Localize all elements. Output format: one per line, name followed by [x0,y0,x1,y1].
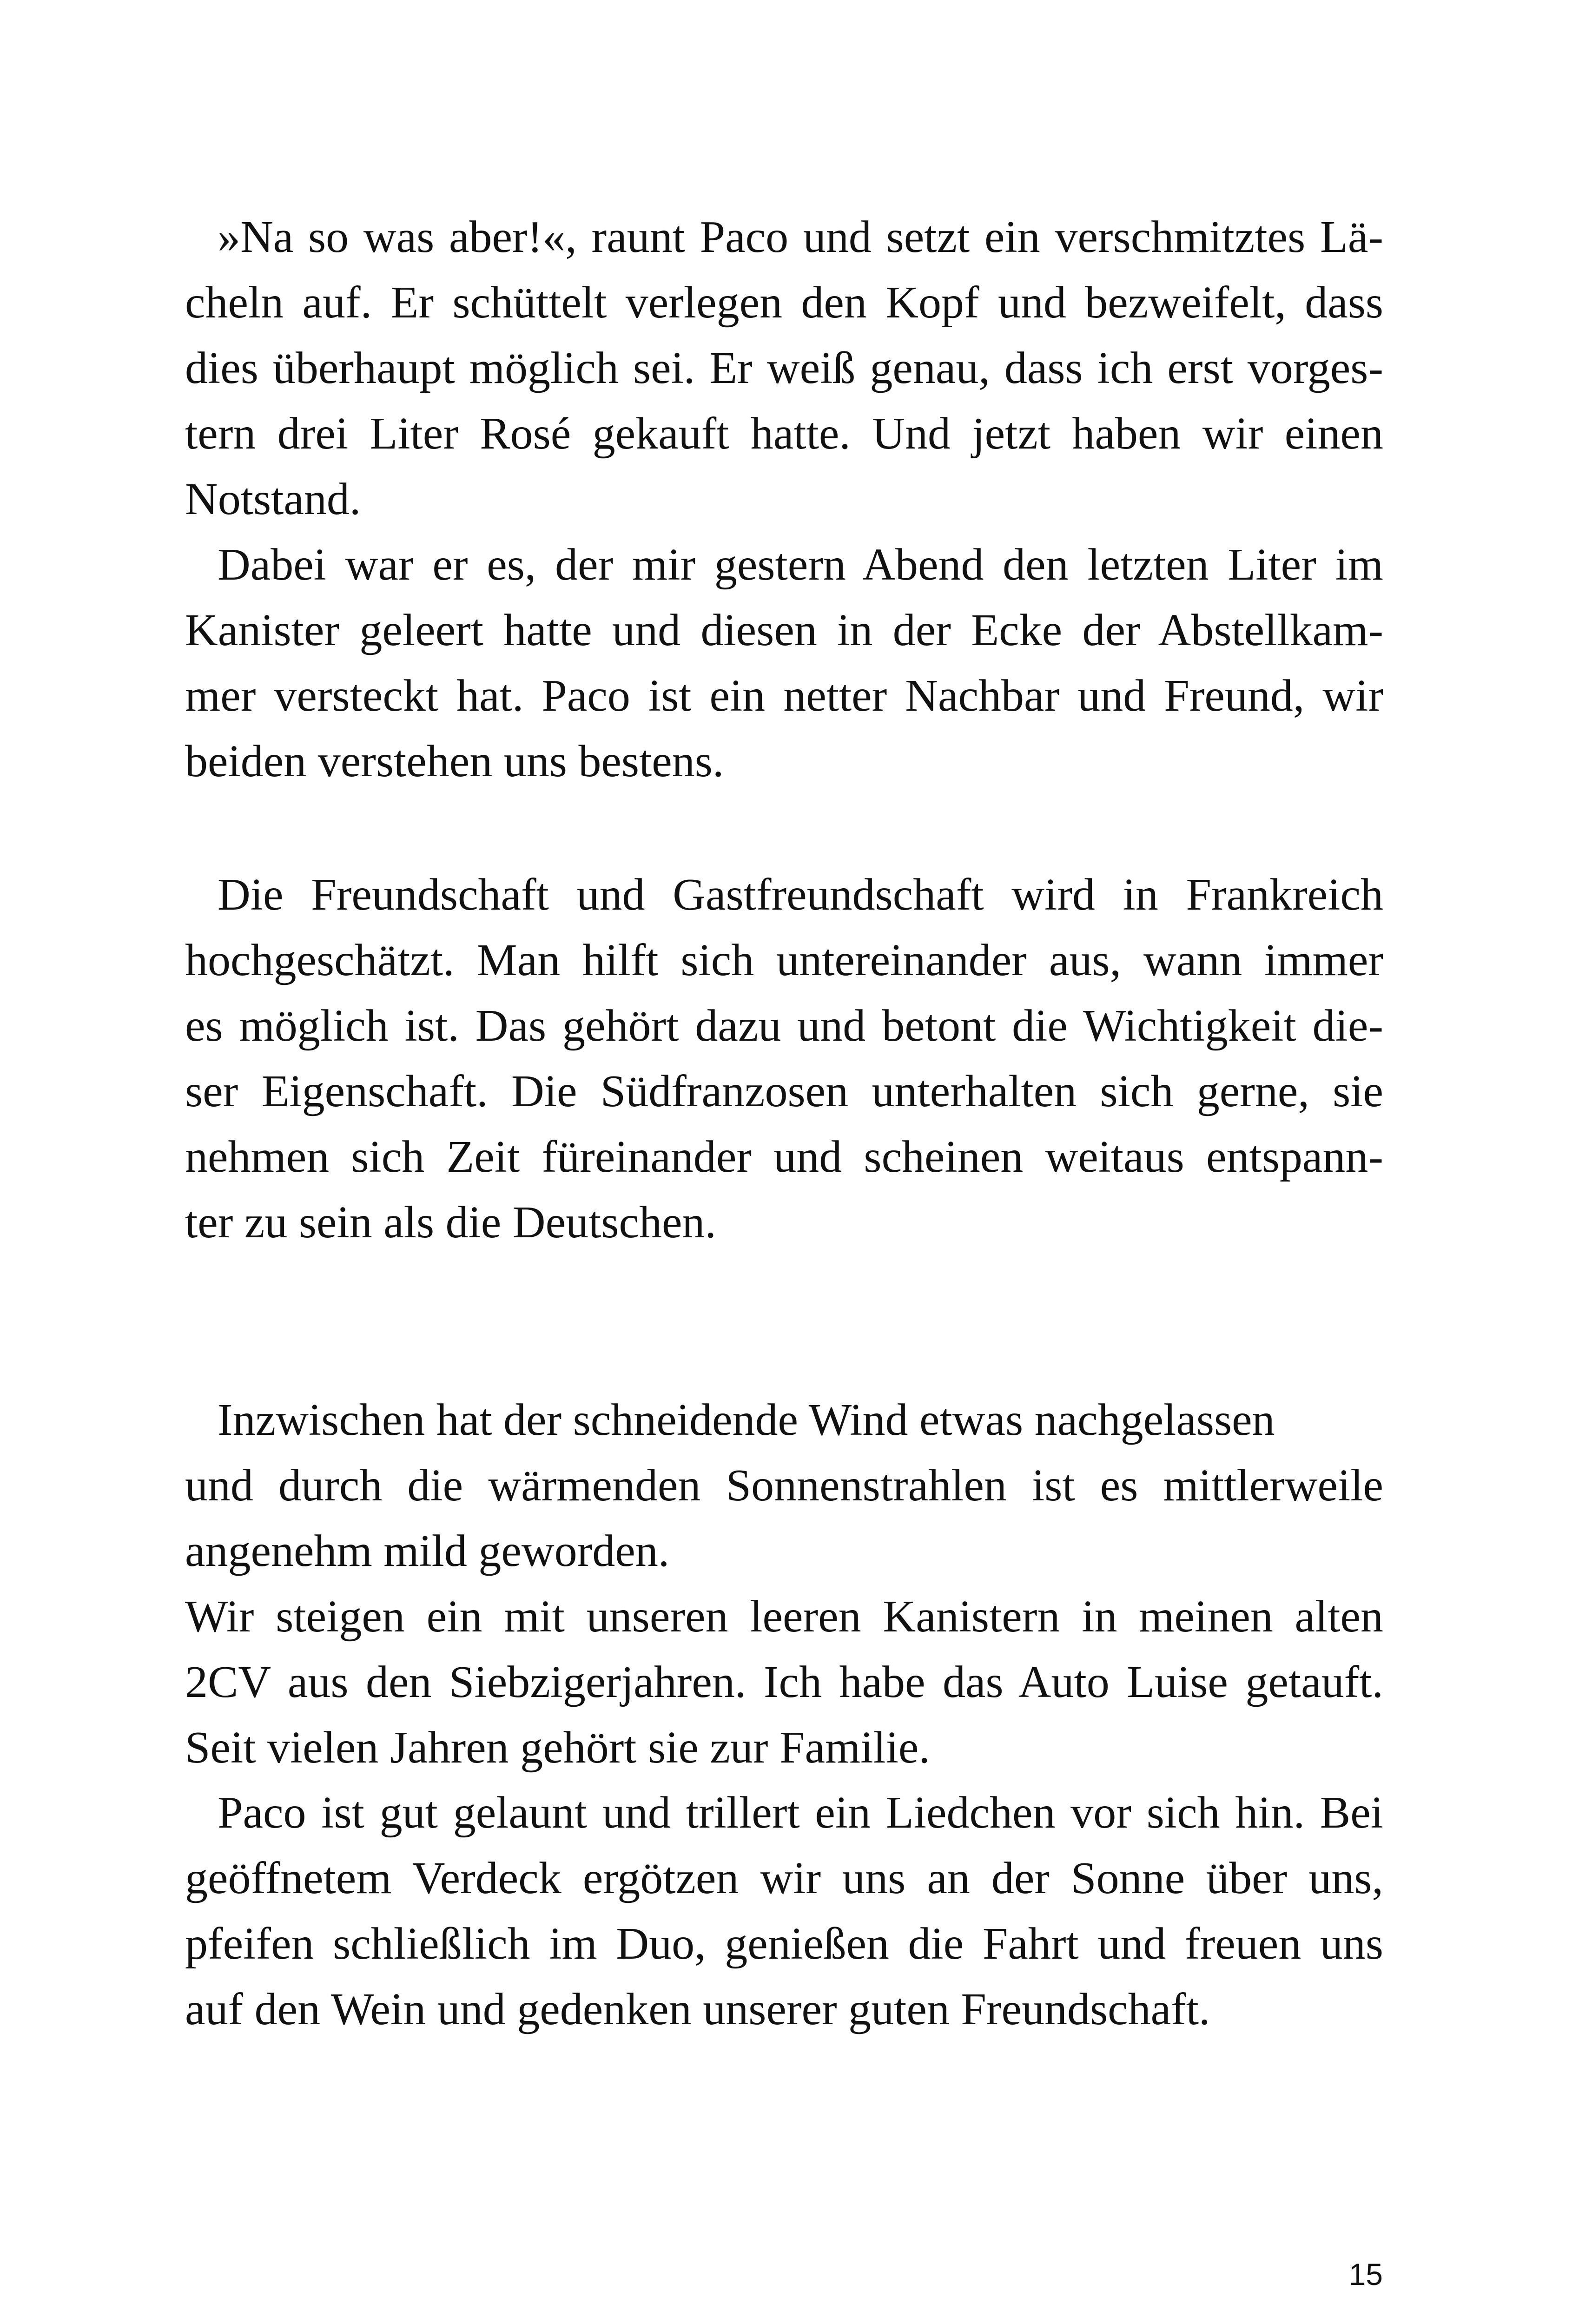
page-number: 15 [1348,2257,1383,2291]
text-line: auf den Wein und gedenken unserer guten Freundschaft. [185,1984,1210,2034]
paragraph-5 [185,1584,1383,1781]
text-line: Dabei war er es, der mir gestern Abend den letzten Liter im [218,540,1383,590]
text-line: 2CV aus den Siebzigerjahren. Ich habe das Auto Luise getauft. [185,1657,1383,1707]
text-line: cheln auf. Er schüttelt verlegen den Kopf und bezweifelt, dass [185,277,1383,328]
text-line: dies überhaupt möglich sei. Er weiß genau, dass ich erst vorges- [185,343,1383,393]
text-line: geöffnetem Verdeck ergötzen wir uns an der Sonne über uns, [185,1853,1383,1903]
text-line: Wir steigen ein mit unseren leeren Kanistern in meinen alten [185,1591,1383,1642]
text-line: und durch die wärmenden Sonnenstrahlen ist es mittlerweile [185,1460,1383,1511]
paragraph-3 [185,862,1383,1255]
text-line: pfeifen schließlich im Duo, genießen die Fahrt und freuen uns [185,1919,1383,1969]
paragraph-2 [185,532,1383,794]
paragraph-4 [185,1387,1383,1584]
text-line: Seit vielen Jahren gehört sie zur Familie. [185,1723,930,1773]
text-line: hochgeschätzt. Man hilft sich untereinander aus, wann immer [185,935,1383,985]
paragraph-6 [185,1780,1383,2042]
text-line: tern drei Liter Rosé gekauft hatte. Und jetzt haben wir einen [185,409,1383,459]
text-line: Paco ist gut gelaunt und trillert ein Liedchen vor sich hin. Bei [218,1788,1383,1838]
text-line: es möglich ist. Das gehört dazu und betont die Wichtigkeit die- [185,1001,1383,1051]
text-line: Notstand. [185,474,361,524]
text-line: nehmen sich Zeit füreinander und scheinen weitaus entspann- [185,1132,1383,1182]
text-line: Die Freundschaft und Gastfreundschaft wird in Frankreich [218,870,1383,920]
text-line: ser Eigenschaft. Die Südfranzosen unterhalten sich gerne, sie [185,1066,1383,1116]
text-line: »Na so was aber!«, raunt Paco und setzt ein verschmitztes Lä- [218,212,1383,262]
text-line: Inzwischen hat der schneidende Wind etwas nachgelassen [218,1395,1275,1445]
text-line: Kanister geleert hatte und diesen in der Ecke der Abstellkam- [185,605,1383,655]
text-line: mer versteckt hat. Paco ist ein netter Nachbar und Freund, wir [185,671,1383,721]
text-line: angenehm mild geworden. [185,1526,670,1576]
text-line: ter zu sein als die Deutschen. [185,1197,716,1248]
paragraph-1 [185,205,1383,532]
text-line: beiden verstehen uns bestens. [185,736,724,786]
